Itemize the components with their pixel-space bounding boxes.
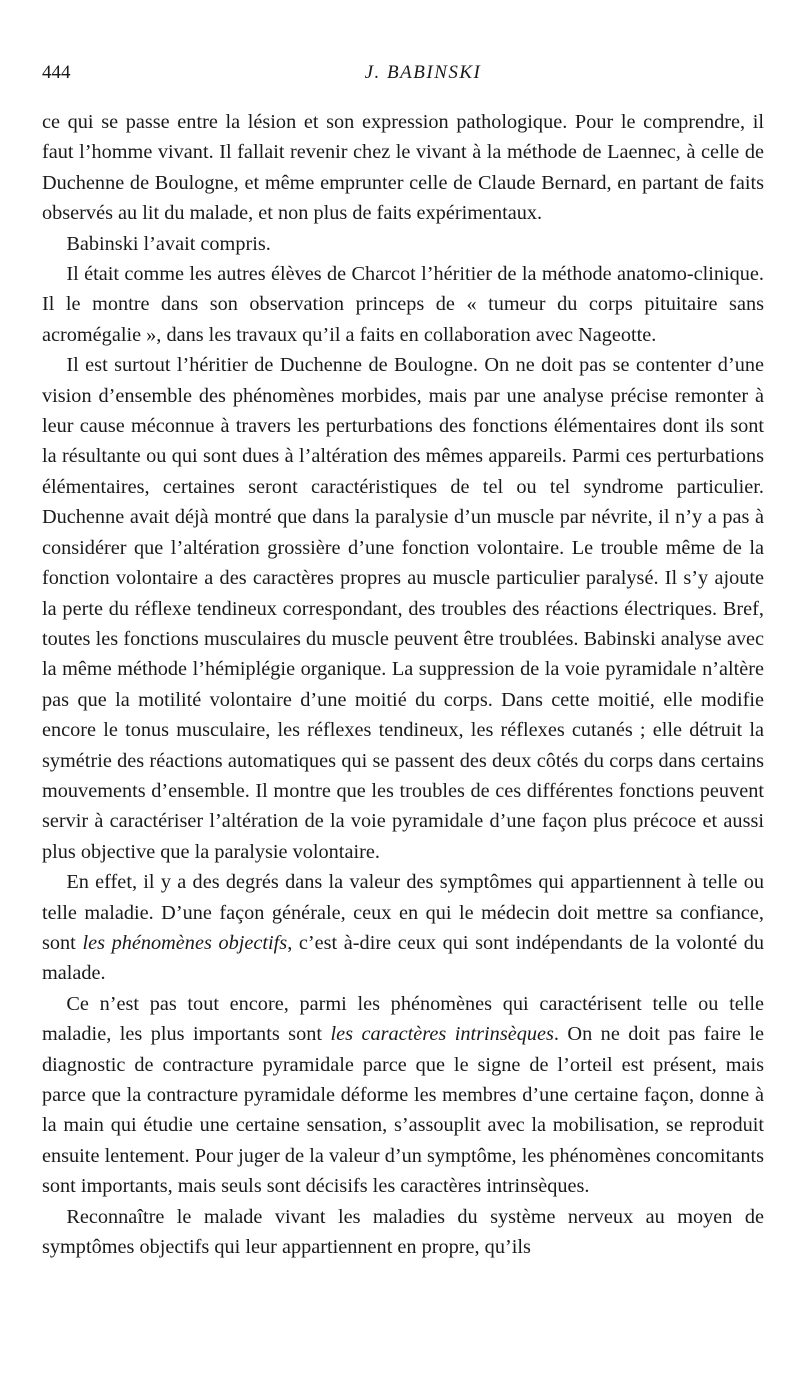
paragraph-5-before: En effet, il y a des degrés dans la valeur des symptômes qui appartiennent à telle ou telle maladie. D’une façon générale, ceux en qui le médecin doit mettre sa confiance, sont (42, 871, 764, 954)
body-text (42, 107, 764, 1262)
running-title: J. BABINSKI (364, 62, 482, 83)
running-head (42, 62, 764, 92)
book-page (42, 62, 764, 1262)
paragraph-6-emphasis: les caractères intrinsèques (330, 1023, 554, 1046)
paragraph-4: Il est surtout l’héritier de Duchenne de Boulogne. On ne doit pas se contenter d’une vision d’ensemble des phénomènes morbides, mais par une analyse précise remonter à leur cause méconnue à travers les perturbations des fonctions élémentaires dont ils sont la résultante ou qui sont dues à l’altération des mêmes appareils. Parmi ces perturbations élémentaires, certaines seront caractéristiques de tel ou tel syndrome particulier. Duchenne avait déjà montré que dans la paralysie d’un muscle par névrite, il n’y a pas à considérer que l’altération grossière d’une fonction volontaire. Le trouble même de la fonction volontaire a des caractères propres au muscle particulier paralysé. Il s’y ajoute la perte du réflexe tendineux correspondant, des troubles des réactions électriques. Bref, toutes les fonctions musculaires du muscle peuvent être troublées. Babinski analyse avec la même méthode l’hémiplégie organique. La suppression de la voie pyramidale n’altère pas que la motilité volontaire d’une moitié du corps. Dans cette moitié, elle modifie encore le tonus musculaire, les réflexes tendineux, les réflexes cutanés ; elle détruit la symétrie des réactions automatiques qui se passent des deux côtés du corps dans certains mouvements d’ensemble. Il montre que les troubles de ces différentes fonctions peuvent servir à caractériser l’altération de la voie pyramidale d’une façon plus précoce et aussi plus objective que la paralysie volontaire. (42, 354, 764, 863)
paragraph-6-before: Ce n’est pas tout encore, parmi les phénomènes qui caractérisent telle ou telle maladie, les plus importants sont (42, 992, 764, 1046)
paragraph-5 (42, 867, 764, 989)
paragraph-6-after: . On ne doit pas faire le diagnostic de contracture pyramidale parce que le signe de l’orteil est présent, mais parce que la contracture pyramidale déforme les membres d’une certaine façon, donne à la main qui étudie une certaine sensation, s’assouplit avec la mobilisation, se reproduit ensuite lentement. Pour juger de la valeur d’un symptôme, les phénomènes concomitants sont importants, mais seuls sont décisifs les caractères intrinsèques. (42, 1023, 765, 1198)
paragraph-5-emphasis: les phénomènes objectifs (82, 931, 288, 954)
paragraph-5-after: , c’est à-dire ceux qui sont indépendants de la volonté du malade. (42, 931, 764, 985)
paragraph-7: Reconnaître le malade vivant les maladies du système nerveux au moyen de symptômes objectifs qui leur appartiennent en propre, qu’ils (42, 1205, 764, 1259)
paragraph-6 (42, 989, 764, 1202)
paragraph-3: Il était comme les autres élèves de Charcot l’héritier de la méthode anatomo-clinique. Il le montre dans son observation princeps de « tumeur du corps pituitaire sans acromégalie », dans les travaux qu’il a faits en collaboration avec Nageotte. (42, 263, 764, 346)
paragraph-1: ce qui se passe entre la lésion et son expression pathologique. Pour le comprendre, il faut l’homme vivant. Il fallait revenir chez le vivant à la méthode de Laennec, à celle de Duchenne de Boulogne, et même emprunter celle de Claude Bernard, en partant de faits observés au lit du malade, et non plus de faits expérimentaux. (42, 111, 764, 225)
paragraph-2: Babinski l’avait compris. (66, 232, 271, 255)
page-number: 444 (42, 62, 71, 83)
